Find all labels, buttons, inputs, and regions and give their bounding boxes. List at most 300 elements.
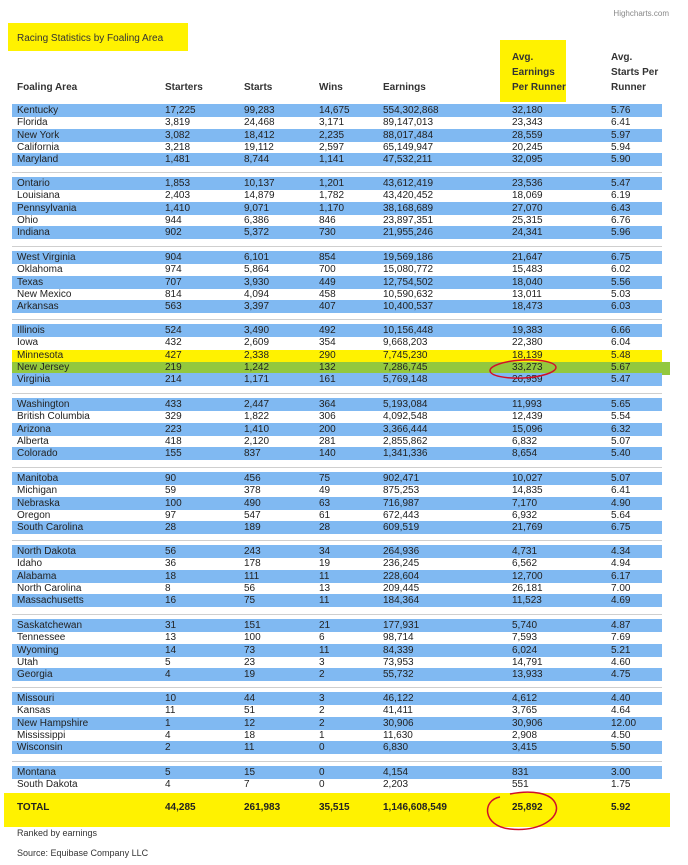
- cell-avg-starts: 5.76: [611, 105, 631, 116]
- table-row: [12, 141, 662, 154]
- cell-wins: 3,171: [319, 117, 345, 129]
- table-row: [12, 557, 662, 570]
- cell-area: Arkansas: [17, 301, 59, 312]
- cell-starters: 219: [165, 361, 182, 373]
- cell-starts: 1,822: [244, 411, 270, 423]
- cell-earnings: 2,855,862: [383, 435, 428, 447]
- cell-avg-earnings: 6,024: [512, 644, 538, 656]
- table-row: [12, 423, 662, 436]
- cell-avg-starts: 6.41: [611, 485, 631, 497]
- total-avg-earnings: 25,892: [512, 802, 543, 813]
- table-row: [12, 545, 662, 558]
- cell-avg-starts: 12.00: [611, 717, 637, 729]
- cell-avg-earnings: 19,383: [512, 325, 543, 336]
- cell-avg-starts: 6.04: [611, 337, 631, 349]
- cell-starts: 7: [244, 779, 250, 791]
- cell-starts: 378: [244, 485, 261, 497]
- total-label: TOTAL: [17, 802, 50, 813]
- cell-avg-starts: 5.47: [611, 374, 631, 385]
- cell-avg-starts: 6.03: [611, 301, 631, 312]
- cell-avg-starts: 5.94: [611, 141, 631, 153]
- table-row: [12, 631, 662, 644]
- cell-avg-starts: 6.75: [611, 252, 631, 263]
- cell-starts: 6,101: [244, 252, 270, 263]
- table-row: [12, 717, 662, 730]
- cell-avg-earnings: 14,835: [512, 485, 543, 497]
- cell-wins: 1,782: [319, 190, 345, 202]
- cell-wins: 449: [319, 276, 336, 288]
- cell-avg-starts: 6.19: [611, 190, 631, 202]
- cell-area: South Dakota: [17, 779, 78, 791]
- cell-earnings: 1,341,336: [383, 448, 428, 459]
- cell-starters: 2,403: [165, 190, 191, 202]
- cell-area: Wisconsin: [17, 742, 63, 753]
- cell-avg-earnings: 15,096: [512, 423, 543, 435]
- cell-avg-earnings: 14,791: [512, 656, 543, 668]
- total-row: [12, 801, 662, 815]
- table-row: [12, 435, 662, 448]
- cell-earnings: 21,955,246: [383, 227, 434, 238]
- cell-starters: 4: [165, 779, 171, 791]
- cell-starts: 23: [244, 656, 256, 668]
- cell-area: Louisiana: [17, 190, 60, 202]
- cell-area: New Mexico: [17, 288, 72, 300]
- cell-earnings: 672,443: [383, 509, 420, 521]
- cell-earnings: 716,987: [383, 497, 420, 509]
- table-row: [12, 373, 662, 386]
- cell-avg-starts: 5.97: [611, 129, 631, 141]
- cell-area: New Hampshire: [17, 717, 89, 729]
- cell-earnings: 23,897,351: [383, 214, 434, 226]
- cell-wins: 49: [319, 485, 331, 497]
- cell-wins: 354: [319, 337, 336, 349]
- cell-area: Manitoba: [17, 473, 59, 484]
- cell-wins: 0: [319, 779, 325, 791]
- cell-earnings: 43,612,419: [383, 178, 434, 189]
- cell-avg-starts: 5.03: [611, 288, 631, 300]
- cell-avg-starts: 6.43: [611, 202, 631, 214]
- cell-earnings: 55,732: [383, 669, 414, 680]
- table-row: [12, 177, 662, 190]
- cell-avg-earnings: 32,095: [512, 154, 543, 165]
- cell-starts: 8,744: [244, 154, 270, 165]
- cell-starts: 24,468: [244, 117, 275, 129]
- cell-wins: 846: [319, 214, 336, 226]
- cell-avg-starts: 7.00: [611, 582, 631, 594]
- cell-avg-starts: 4.87: [611, 620, 631, 631]
- cell-area: North Carolina: [17, 582, 82, 594]
- cell-avg-starts: 4.50: [611, 729, 631, 741]
- cell-avg-earnings: 7,170: [512, 497, 538, 509]
- cell-starters: 10: [165, 693, 177, 704]
- group-divider: [12, 172, 662, 173]
- cell-area: Idaho: [17, 558, 43, 570]
- cell-starters: 329: [165, 411, 182, 423]
- total-wins: 35,515: [319, 802, 350, 813]
- cell-wins: 492: [319, 325, 336, 336]
- cell-starts: 6,386: [244, 214, 270, 226]
- group-divider: [12, 393, 662, 394]
- cell-earnings: 609,519: [383, 522, 420, 533]
- cell-earnings: 98,714: [383, 632, 414, 644]
- table-row: [12, 214, 662, 227]
- table-row: [12, 509, 662, 522]
- table-row: [12, 668, 662, 681]
- cell-earnings: 84,339: [383, 644, 414, 656]
- table-row: [12, 263, 662, 276]
- cell-area: Michigan: [17, 485, 58, 497]
- cell-wins: 132: [319, 361, 336, 373]
- table-row: [12, 521, 662, 534]
- cell-earnings: 10,590,632: [383, 288, 434, 300]
- cell-starts: 3,490: [244, 325, 270, 336]
- total-starters: 44,285: [165, 802, 196, 813]
- cell-starters: 563: [165, 301, 182, 312]
- cell-starts: 3,397: [244, 301, 270, 312]
- cell-wins: 2: [319, 669, 325, 680]
- cell-starters: 17,225: [165, 105, 196, 116]
- cell-avg-starts: 4.34: [611, 546, 631, 557]
- cell-area: North Dakota: [17, 546, 76, 557]
- cell-area: New Jersey: [17, 361, 70, 373]
- cell-avg-starts: 6.41: [611, 117, 631, 129]
- cell-avg-earnings: 10,027: [512, 473, 543, 484]
- cell-area: Maryland: [17, 154, 59, 165]
- cell-starters: 100: [165, 497, 182, 509]
- cell-earnings: 89,147,013: [383, 117, 434, 129]
- cell-wins: 0: [319, 742, 325, 753]
- cell-earnings: 15,080,772: [383, 264, 434, 276]
- cell-wins: 306: [319, 411, 336, 423]
- cell-wins: 14,675: [319, 105, 350, 116]
- cell-area: Alberta: [17, 435, 49, 447]
- cell-wins: 700: [319, 264, 336, 276]
- cell-starts: 14,879: [244, 190, 275, 202]
- cell-wins: 1,201: [319, 178, 345, 189]
- cell-area: Oklahoma: [17, 264, 63, 276]
- cell-area: Utah: [17, 656, 39, 668]
- cell-area: New York: [17, 129, 60, 141]
- cell-starters: 14: [165, 644, 177, 656]
- cell-starts: 19: [244, 669, 256, 680]
- cell-wins: 2: [319, 717, 325, 729]
- cell-wins: 2: [319, 705, 325, 717]
- cell-avg-starts: 1.75: [611, 779, 631, 791]
- cell-starters: 223: [165, 423, 182, 435]
- total-starts: 261,983: [244, 802, 281, 813]
- cell-starts: 5,372: [244, 227, 270, 238]
- cell-starters: 1,410: [165, 202, 191, 214]
- cell-area: Missouri: [17, 693, 55, 704]
- cell-area: Oregon: [17, 509, 51, 521]
- cell-avg-earnings: 8,654: [512, 448, 538, 459]
- cell-starts: 456: [244, 473, 261, 484]
- total-avg-starts: 5.92: [611, 802, 631, 813]
- table-row: [12, 324, 662, 337]
- table-row: [12, 361, 662, 374]
- cell-area: Montana: [17, 767, 56, 778]
- cell-wins: 11: [319, 595, 330, 606]
- cell-area: Saskatchewan: [17, 620, 83, 631]
- cell-starts: 44: [244, 693, 256, 704]
- cell-starters: 59: [165, 485, 177, 497]
- cell-starters: 432: [165, 337, 182, 349]
- highcharts-credit[interactable]: Highcharts.com: [613, 9, 669, 18]
- cell-wins: 11: [319, 644, 330, 656]
- cell-area: Nebraska: [17, 497, 60, 509]
- table-row: [12, 656, 662, 669]
- cell-area: Colorado: [17, 448, 58, 459]
- cell-wins: 63: [319, 497, 331, 509]
- cell-starts: 9,071: [244, 202, 270, 214]
- cell-starts: 11: [244, 742, 255, 753]
- cell-earnings: 88,017,484: [383, 129, 434, 141]
- cell-avg-starts: 4.69: [611, 595, 631, 606]
- table-row: [12, 692, 662, 705]
- cell-avg-starts: 6.17: [611, 570, 631, 582]
- table-row: [12, 288, 662, 301]
- cell-avg-earnings: 2,908: [512, 729, 538, 741]
- cell-starts: 837: [244, 448, 261, 459]
- cell-wins: 2,597: [319, 141, 345, 153]
- cell-earnings: 11,630: [383, 729, 413, 741]
- cell-starts: 56: [244, 582, 256, 594]
- group-divider: [12, 614, 662, 615]
- table-row: [12, 619, 662, 632]
- cell-starters: 5: [165, 767, 171, 778]
- cell-starters: 902: [165, 227, 182, 238]
- cell-avg-starts: 5.64: [611, 509, 631, 521]
- cell-avg-earnings: 6,562: [512, 558, 538, 570]
- table-row: [12, 251, 662, 264]
- cell-starts: 3,930: [244, 276, 270, 288]
- cell-avg-earnings: 26,181: [512, 582, 543, 594]
- cell-earnings: 10,400,537: [383, 301, 434, 312]
- cell-starters: 1,481: [165, 154, 191, 165]
- cell-starts: 189: [244, 522, 261, 533]
- header-starts: Starts: [244, 82, 273, 93]
- cell-earnings: 65,149,947: [383, 141, 434, 153]
- cell-starters: 1: [165, 717, 171, 729]
- header-avg-earnings-line2: Earnings: [512, 67, 555, 78]
- header-starters: Starters: [165, 82, 203, 93]
- cell-avg-earnings: 6,832: [512, 435, 538, 447]
- header-avg-starts-line2: Starts Per: [611, 67, 659, 78]
- table-row: [12, 398, 662, 411]
- cell-avg-earnings: 11,993: [512, 399, 542, 410]
- table-row: [12, 766, 662, 779]
- header-avg-starts-line3: Runner: [611, 82, 646, 93]
- cell-starts: 547: [244, 509, 261, 521]
- cell-starts: 490: [244, 497, 261, 509]
- cell-starters: 90: [165, 473, 177, 484]
- group-divider: [12, 540, 662, 541]
- table-row: [12, 189, 662, 202]
- cell-earnings: 30,906: [383, 717, 414, 729]
- cell-earnings: 228,604: [383, 570, 420, 582]
- cell-area: Illinois: [17, 325, 45, 336]
- cell-wins: 61: [319, 509, 331, 521]
- cell-wins: 290: [319, 349, 336, 361]
- cell-earnings: 2,203: [383, 779, 409, 791]
- cell-avg-earnings: 831: [512, 767, 529, 778]
- cell-starters: 18: [165, 570, 177, 582]
- table-row: [12, 202, 662, 215]
- cell-wins: 19: [319, 558, 331, 570]
- cell-avg-earnings: 20,245: [512, 141, 543, 153]
- cell-earnings: 177,931: [383, 620, 420, 631]
- cell-starts: 5,864: [244, 264, 270, 276]
- cell-avg-starts: 5.47: [611, 178, 631, 189]
- cell-avg-earnings: 18,040: [512, 276, 543, 288]
- cell-starters: 31: [165, 620, 177, 631]
- cell-wins: 2,235: [319, 129, 345, 141]
- cell-area: Minnesota: [17, 349, 64, 361]
- cell-wins: 3: [319, 693, 325, 704]
- cell-avg-earnings: 18,473: [512, 301, 543, 312]
- header-avg-starts-line1: Avg.: [611, 52, 633, 63]
- cell-starters: 433: [165, 399, 182, 410]
- table-row: [12, 778, 662, 791]
- group-divider: [12, 467, 662, 468]
- cell-wins: 0: [319, 767, 325, 778]
- table-row: [12, 349, 662, 362]
- cell-avg-earnings: 12,439: [512, 411, 543, 423]
- cell-avg-starts: 4.75: [611, 669, 631, 680]
- cell-starts: 73: [244, 644, 256, 656]
- header-wins: Wins: [319, 82, 343, 93]
- cell-wins: 140: [319, 448, 336, 459]
- cell-starts: 19,112: [244, 141, 274, 153]
- cell-wins: 6: [319, 632, 325, 644]
- cell-wins: 1,170: [319, 202, 345, 214]
- cell-earnings: 554,302,868: [383, 105, 439, 116]
- cell-avg-earnings: 26,959: [512, 374, 543, 385]
- table-row: [12, 129, 662, 142]
- cell-starters: 155: [165, 448, 182, 459]
- cell-area: West Virginia: [17, 252, 76, 263]
- cell-avg-earnings: 24,341: [512, 227, 543, 238]
- cell-avg-starts: 4.60: [611, 656, 631, 668]
- cell-starters: 36: [165, 558, 177, 570]
- table-row: [12, 472, 662, 485]
- cell-avg-starts: 6.32: [611, 423, 631, 435]
- cell-wins: 13: [319, 582, 331, 594]
- table-row: [12, 300, 662, 313]
- cell-earnings: 209,445: [383, 582, 420, 594]
- cell-avg-starts: 5.56: [611, 276, 631, 288]
- cell-starts: 4,094: [244, 288, 270, 300]
- cell-area: Texas: [17, 276, 44, 288]
- cell-earnings: 73,953: [383, 656, 414, 668]
- cell-area: Iowa: [17, 337, 39, 349]
- cell-starters: 3,082: [165, 129, 191, 141]
- cell-area: Kansas: [17, 705, 51, 717]
- cell-avg-earnings: 3,415: [512, 742, 538, 753]
- cell-avg-starts: 5.50: [611, 742, 631, 753]
- cell-avg-starts: 5.54: [611, 411, 631, 423]
- cell-starts: 18: [244, 729, 256, 741]
- cell-earnings: 902,471: [383, 473, 420, 484]
- cell-starters: 974: [165, 264, 182, 276]
- cell-avg-earnings: 18,139: [512, 349, 543, 361]
- table-row: [12, 276, 662, 289]
- header-avg-earnings-line3: Per Runner: [512, 82, 566, 93]
- cell-starts: 151: [244, 620, 261, 631]
- table-row: [12, 484, 662, 497]
- cell-wins: 281: [319, 435, 336, 447]
- cell-avg-earnings: 11,523: [512, 595, 542, 606]
- cell-starters: 427: [165, 349, 182, 361]
- cell-avg-earnings: 21,769: [512, 522, 543, 533]
- cell-avg-starts: 3.00: [611, 767, 631, 778]
- cell-avg-earnings: 21,647: [512, 252, 543, 263]
- cell-starts: 10,137: [244, 178, 275, 189]
- cell-avg-starts: 4.94: [611, 558, 631, 570]
- cell-starters: 814: [165, 288, 182, 300]
- cell-avg-earnings: 4,612: [512, 693, 538, 704]
- cell-starters: 11: [165, 705, 176, 717]
- cell-starts: 1,171: [244, 374, 270, 385]
- cell-starts: 12: [244, 717, 256, 729]
- cell-starters: 524: [165, 325, 182, 336]
- cell-starters: 8: [165, 582, 171, 594]
- cell-starts: 75: [244, 595, 256, 606]
- cell-avg-earnings: 6,932: [512, 509, 538, 521]
- cell-wins: 11: [319, 570, 330, 582]
- cell-area: Indiana: [17, 227, 50, 238]
- cell-starters: 707: [165, 276, 182, 288]
- cell-avg-starts: 5.07: [611, 473, 631, 484]
- cell-starters: 944: [165, 214, 182, 226]
- cell-earnings: 7,286,745: [383, 361, 428, 373]
- header-earnings: Earnings: [383, 82, 426, 93]
- cell-avg-starts: 5.65: [611, 399, 631, 410]
- cell-wins: 75: [319, 473, 331, 484]
- cell-avg-starts: 5.21: [611, 644, 631, 656]
- cell-area: Pennsylvania: [17, 202, 77, 214]
- cell-earnings: 43,420,452: [383, 190, 434, 202]
- table-row: [12, 644, 662, 657]
- cell-starters: 418: [165, 435, 182, 447]
- cell-avg-earnings: 32,180: [512, 105, 543, 116]
- cell-starters: 4: [165, 669, 171, 680]
- header-avg-earnings-line1: Avg.: [512, 52, 534, 63]
- cell-starts: 2,338: [244, 349, 270, 361]
- cell-earnings: 46,122: [383, 693, 414, 704]
- cell-avg-earnings: 5,740: [512, 620, 538, 631]
- cell-earnings: 6,830: [383, 742, 409, 753]
- cell-avg-starts: 4.90: [611, 497, 631, 509]
- cell-avg-starts: 5.07: [611, 435, 631, 447]
- cell-wins: 34: [319, 546, 331, 557]
- cell-area: Kentucky: [17, 105, 59, 116]
- cell-starters: 1,853: [165, 178, 191, 189]
- table-row: [12, 729, 662, 742]
- page-title: Racing Statistics by Foaling Area: [17, 33, 164, 44]
- cell-starts: 111: [244, 570, 260, 582]
- cell-avg-earnings: 23,536: [512, 178, 543, 189]
- cell-starts: 2,447: [244, 399, 270, 410]
- cell-starters: 16: [165, 595, 177, 606]
- cell-avg-earnings: 28,559: [512, 129, 543, 141]
- group-divider: [12, 687, 662, 688]
- cell-avg-starts: 5.67: [611, 361, 631, 373]
- cell-wins: 1: [319, 729, 325, 741]
- cell-avg-earnings: 30,906: [512, 717, 543, 729]
- cell-avg-earnings: 27,070: [512, 202, 543, 214]
- cell-avg-earnings: 33,273: [512, 361, 543, 373]
